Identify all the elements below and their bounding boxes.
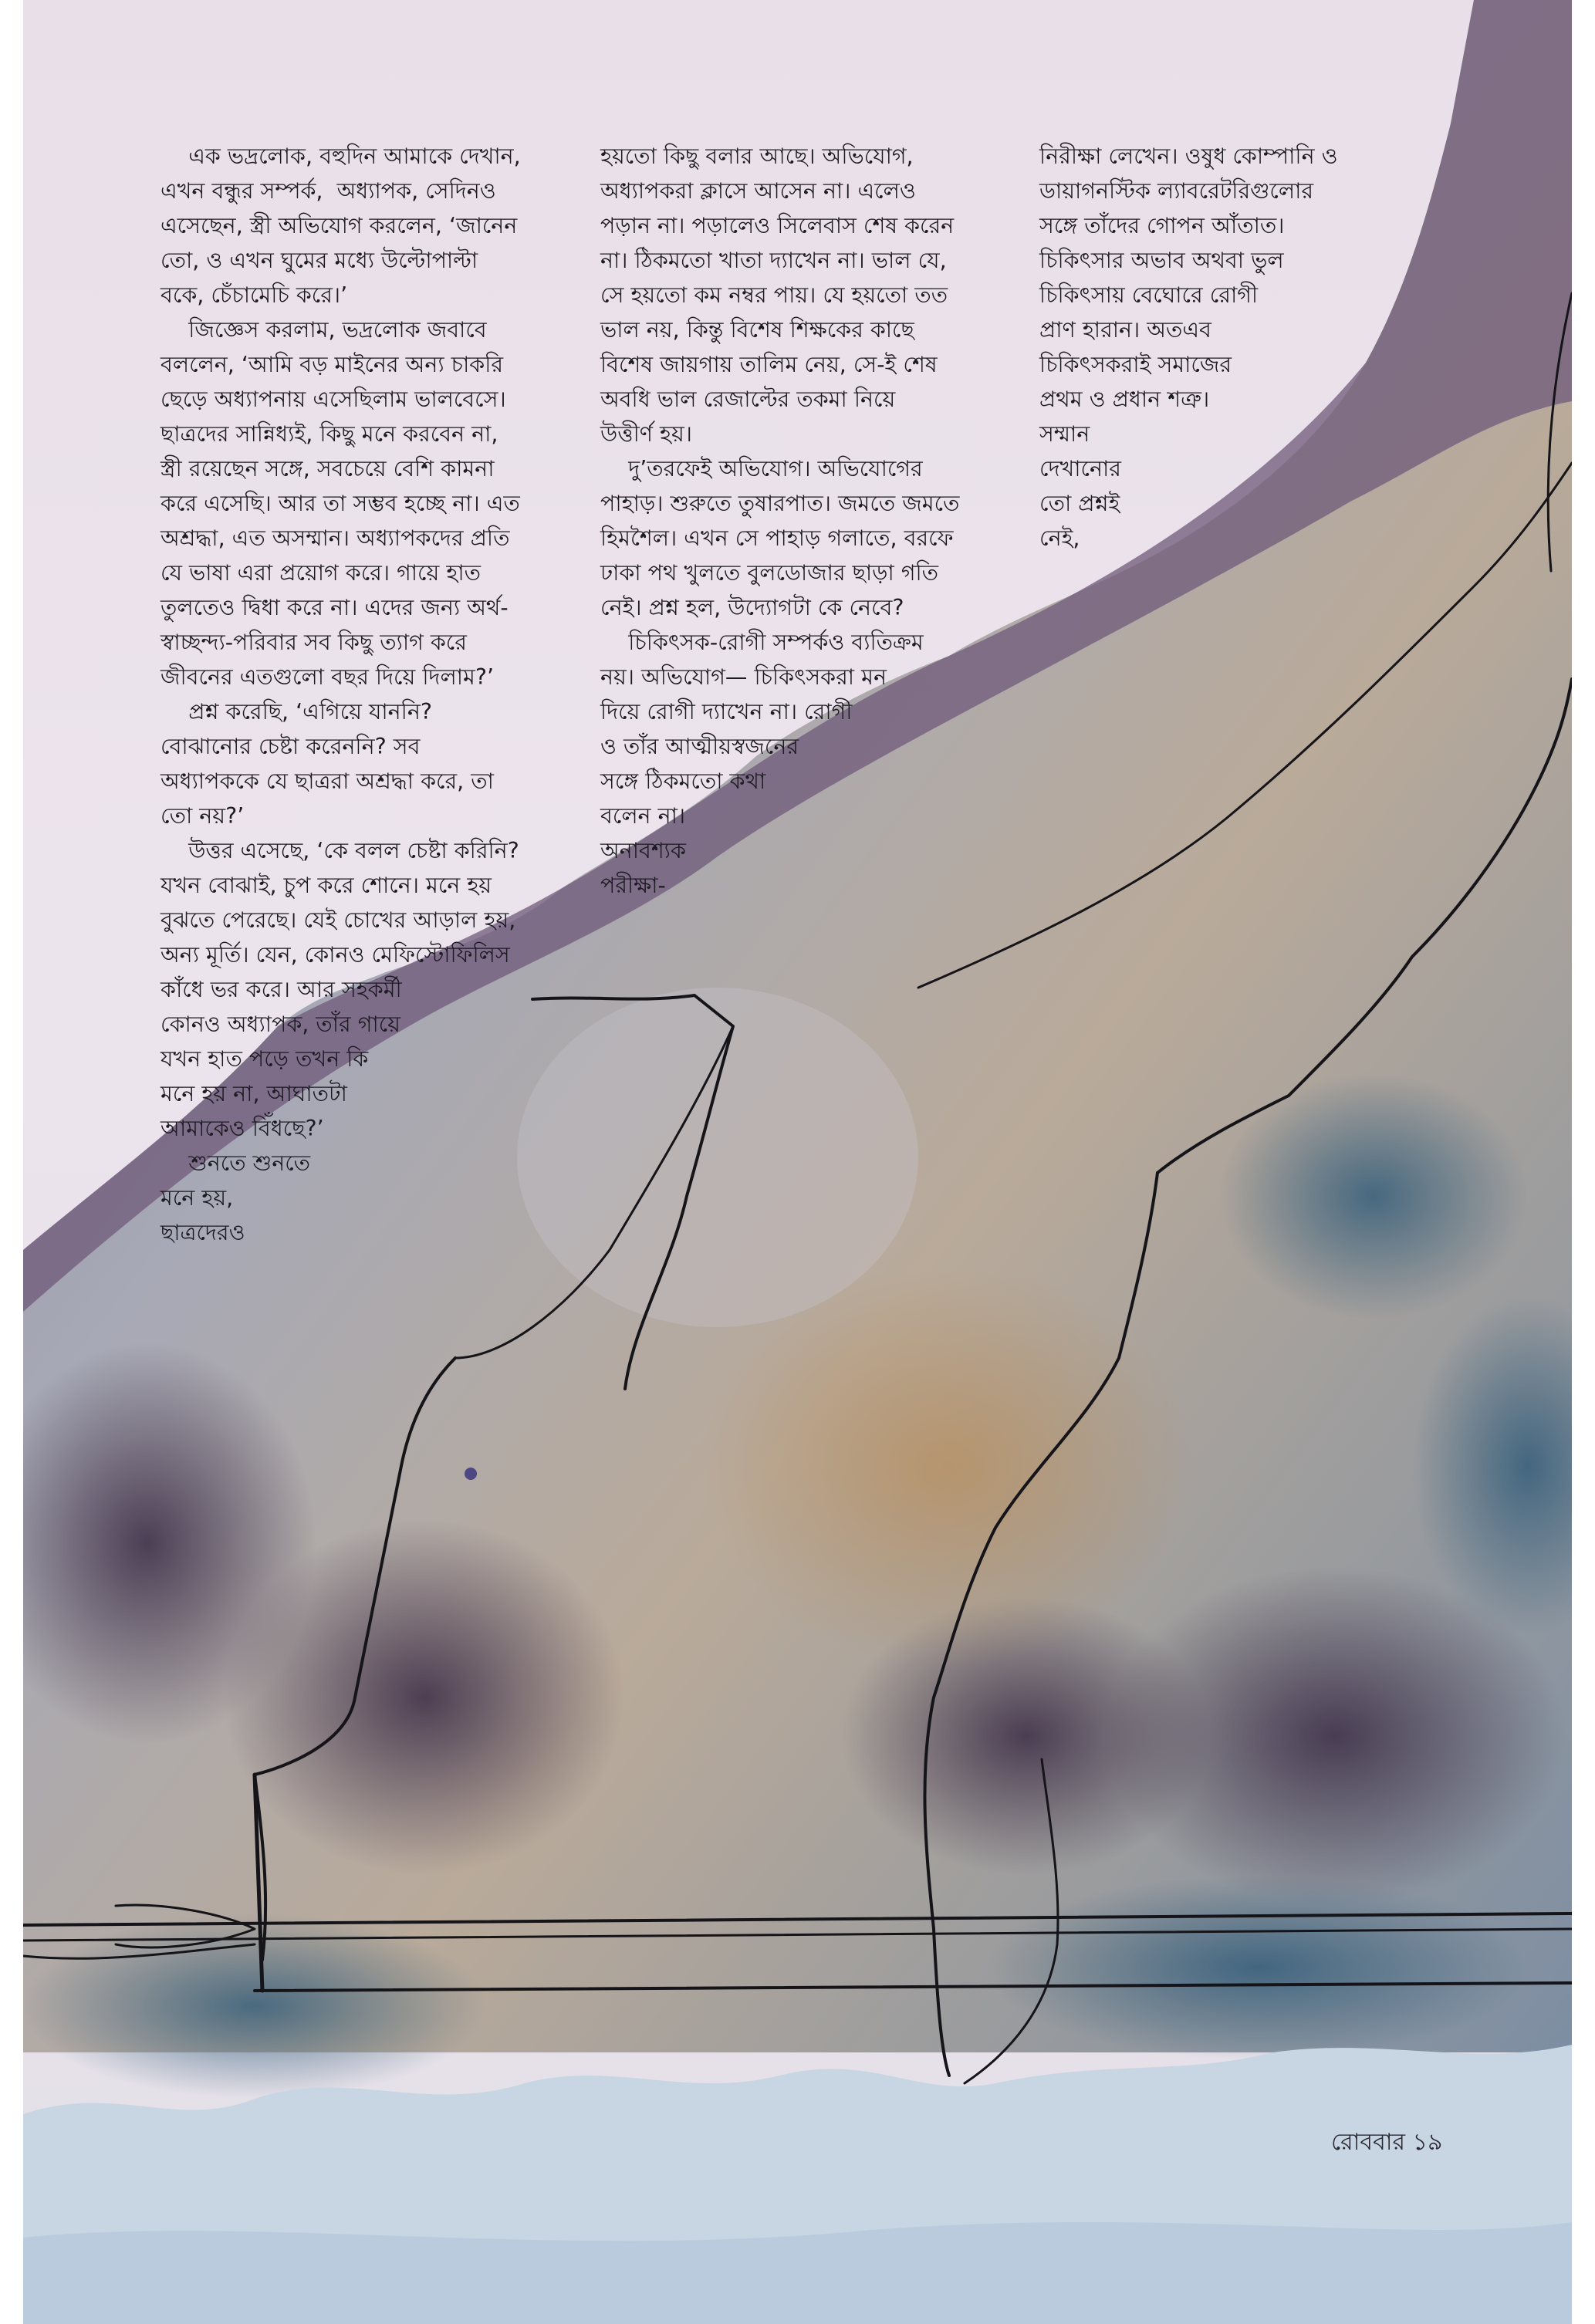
- text-line: নেই। প্রশ্ন হল, উদ্যোগটা কে নেবে?: [600, 595, 904, 620]
- text-line: ভাল নয়, কিন্তু বিশেষ শিক্ষকের কাছে: [600, 317, 914, 343]
- page-folio: রোববার ১৯: [1331, 2129, 1443, 2156]
- text-line: তুলতেও দ্বিধা করে না। এদের জন্য অর্থ-: [161, 595, 509, 620]
- text-column-1: [161, 139, 577, 1250]
- text-line: অধ্যাপকরা ক্লাসে আসেন না। এলেও: [600, 178, 916, 204]
- text-line: চিকিৎসায় বেঘোরে রোগী: [1039, 282, 1259, 308]
- text-line: সঙ্গে ঠিকমতো কথা: [600, 768, 766, 794]
- text-line: বিশেষ জায়গায় তালিম নেয়, সে-ই শেষ: [600, 352, 938, 377]
- text-line: চিকিৎসার অভাব অথবা ভুল: [1039, 248, 1284, 273]
- text-line: প্রথম ও প্রধান শত্রু।: [1039, 387, 1210, 412]
- text-line: স্ত্রী রয়েছেন সঙ্গে, সবচেয়ে বেশি কামনা: [161, 456, 495, 481]
- text-line: তো নয়?’: [161, 803, 245, 829]
- text-line: কোনও অধ্যাপক, তাঁর গায়ে: [161, 1012, 400, 1037]
- text-line: এক ভদ্রলোক, বহুদিন আমাকে দেখান,: [161, 144, 521, 169]
- text-line: ছেড়ে অধ্যাপনায় এসেছিলাম ভালবেসে।: [161, 387, 506, 412]
- text-line: বুঝতে পেরেছে। যেই চোখের আড়াল হয়,: [161, 907, 516, 933]
- text-line: তো প্রশ্নই: [1039, 491, 1120, 516]
- text-line: দু’তরফেই অভিযোগ। অভিযোগের: [600, 456, 923, 481]
- text-line: পরীক্ষা-: [600, 873, 666, 898]
- text-line: তো, ও এখন ঘুমের মধ্যে উল্টোপাল্টা: [161, 248, 478, 273]
- text-line: উত্তীর্ণ হয়।: [600, 421, 692, 447]
- text-line: ও তাঁর আত্মীয়স্বজনের: [600, 734, 799, 759]
- text-line: সম্মান: [1039, 421, 1090, 447]
- text-line: ছাত্রদেরও: [161, 1220, 245, 1245]
- text-line: মনে হয় না, আঘাতটা: [161, 1081, 347, 1106]
- text-line: উত্তর এসেছে, ‘কে বলল চেষ্টা করিনি?: [161, 838, 519, 863]
- text-line: না। ঠিকমতো খাতা দ্যাখেন না। ভাল যে,: [600, 248, 947, 273]
- text-line: প্রাণ হারান। অতএব: [1039, 317, 1211, 343]
- text-line: দিয়ে রোগী দ্যাখেন না। রোগী: [600, 699, 853, 725]
- text-line: দেখানোর: [1039, 456, 1121, 481]
- text-line: ঢাকা পথ খুলতে বুলডোজার ছাড়া গতি: [600, 560, 939, 586]
- text-line: হয়তো কিছু বলার আছে। অভিযোগ,: [600, 144, 914, 169]
- text-line: বকে, চেঁচামেচি করে।’: [161, 282, 348, 308]
- text-line: বলেন না।: [600, 803, 686, 829]
- text-line: প্রশ্ন করেছি, ‘এগিয়ে যাননি?: [161, 699, 432, 725]
- text-column-2: [600, 139, 1017, 903]
- text-line: বোঝানোর চেষ্টা করেননি? সব: [161, 734, 421, 759]
- text-line: স্বাচ্ছন্দ্য-পরিবার সব কিছু ত্যাগ করে: [161, 630, 467, 655]
- text-line: কাঁধে ভর করে। আর সহকর্মী: [161, 977, 402, 1002]
- text-line: পড়ান না। পড়ালেও সিলেবাস শেষ করেন: [600, 213, 955, 238]
- text-line: অশ্রদ্ধা, এত অসম্মান। অধ্যাপকদের প্রতি: [161, 525, 510, 551]
- text-line: অন্য মূর্তি। যেন, কোনও মেফিস্টোফিলিস: [161, 942, 510, 968]
- text-line: চিকিৎসকরাই সমাজের: [1039, 352, 1232, 377]
- text-line: করে এসেছি। আর তা সম্ভব হচ্ছে না। এত: [161, 491, 520, 516]
- text-line: ছাত্রদের সান্নিধ্যই, কিছু মনে করবেন না,: [161, 421, 498, 447]
- text-line: হিমশৈল। এখন সে পাহাড় গলাতে, বরফে: [600, 525, 954, 551]
- text-line: যখন বোঝাই, চুপ করে শোনে। মনে হয়: [161, 873, 492, 898]
- text-line: চিকিৎসক-রোগী সম্পর্কও ব্যতিক্রম: [600, 630, 924, 655]
- text-line: পাহাড়। শুরুতে তুষারপাত। জমতে জমতে: [600, 491, 960, 516]
- text-line: নেই,: [1039, 525, 1080, 551]
- magazine-page: [23, 0, 1572, 2324]
- text-line: নয়। অভিযোগ— চিকিৎসকরা মন: [600, 664, 887, 690]
- text-line: অনাবশ্যক: [600, 838, 686, 863]
- text-line: যখন হাত পড়ে তখন কি: [161, 1046, 369, 1072]
- text-line: এসেছেন, স্ত্রী অভিযোগ করলেন, ‘জানেন: [161, 213, 518, 238]
- text-line: নিরীক্ষা লেখেন। ওষুধ কোম্পানি ও: [1039, 144, 1338, 169]
- text-line: এখন বন্ধুর সম্পর্ক, অধ্যাপক, সেদিনও: [161, 178, 496, 204]
- text-line: জিজ্ঞেস করলাম, ভদ্রলোক জবাবে: [161, 317, 487, 343]
- text-column-3: [1039, 139, 1425, 556]
- text-line: সঙ্গে তাঁদের গোপন আঁতাত।: [1039, 213, 1285, 238]
- text-line: শুনতে শুনতে: [161, 1150, 311, 1176]
- text-line: মনে হয়,: [161, 1185, 234, 1211]
- text-line: অবধি ভাল রেজাল্টের তকমা নিয়ে: [600, 387, 896, 412]
- text-line: সে হয়তো কম নম্বর পায়। যে হয়তো তত: [600, 282, 948, 308]
- text-line: জীবনের এতগুলো বছর দিয়ে দিলাম?’: [161, 664, 494, 690]
- text-line: বললেন, ‘আমি বড় মাইনের অন্য চাকরি: [161, 352, 504, 377]
- text-line: আমাকেও বিঁধছে?’: [161, 1116, 324, 1141]
- text-line: যে ভাষা এরা প্রয়োগ করে। গায়ে হাত: [161, 560, 481, 586]
- text-line: অধ্যাপককে যে ছাত্ররা অশ্রদ্ধা করে, তা: [161, 768, 494, 794]
- text-line: ডায়াগনস্টিক ল্যাবরেটরিগুলোর: [1039, 178, 1314, 204]
